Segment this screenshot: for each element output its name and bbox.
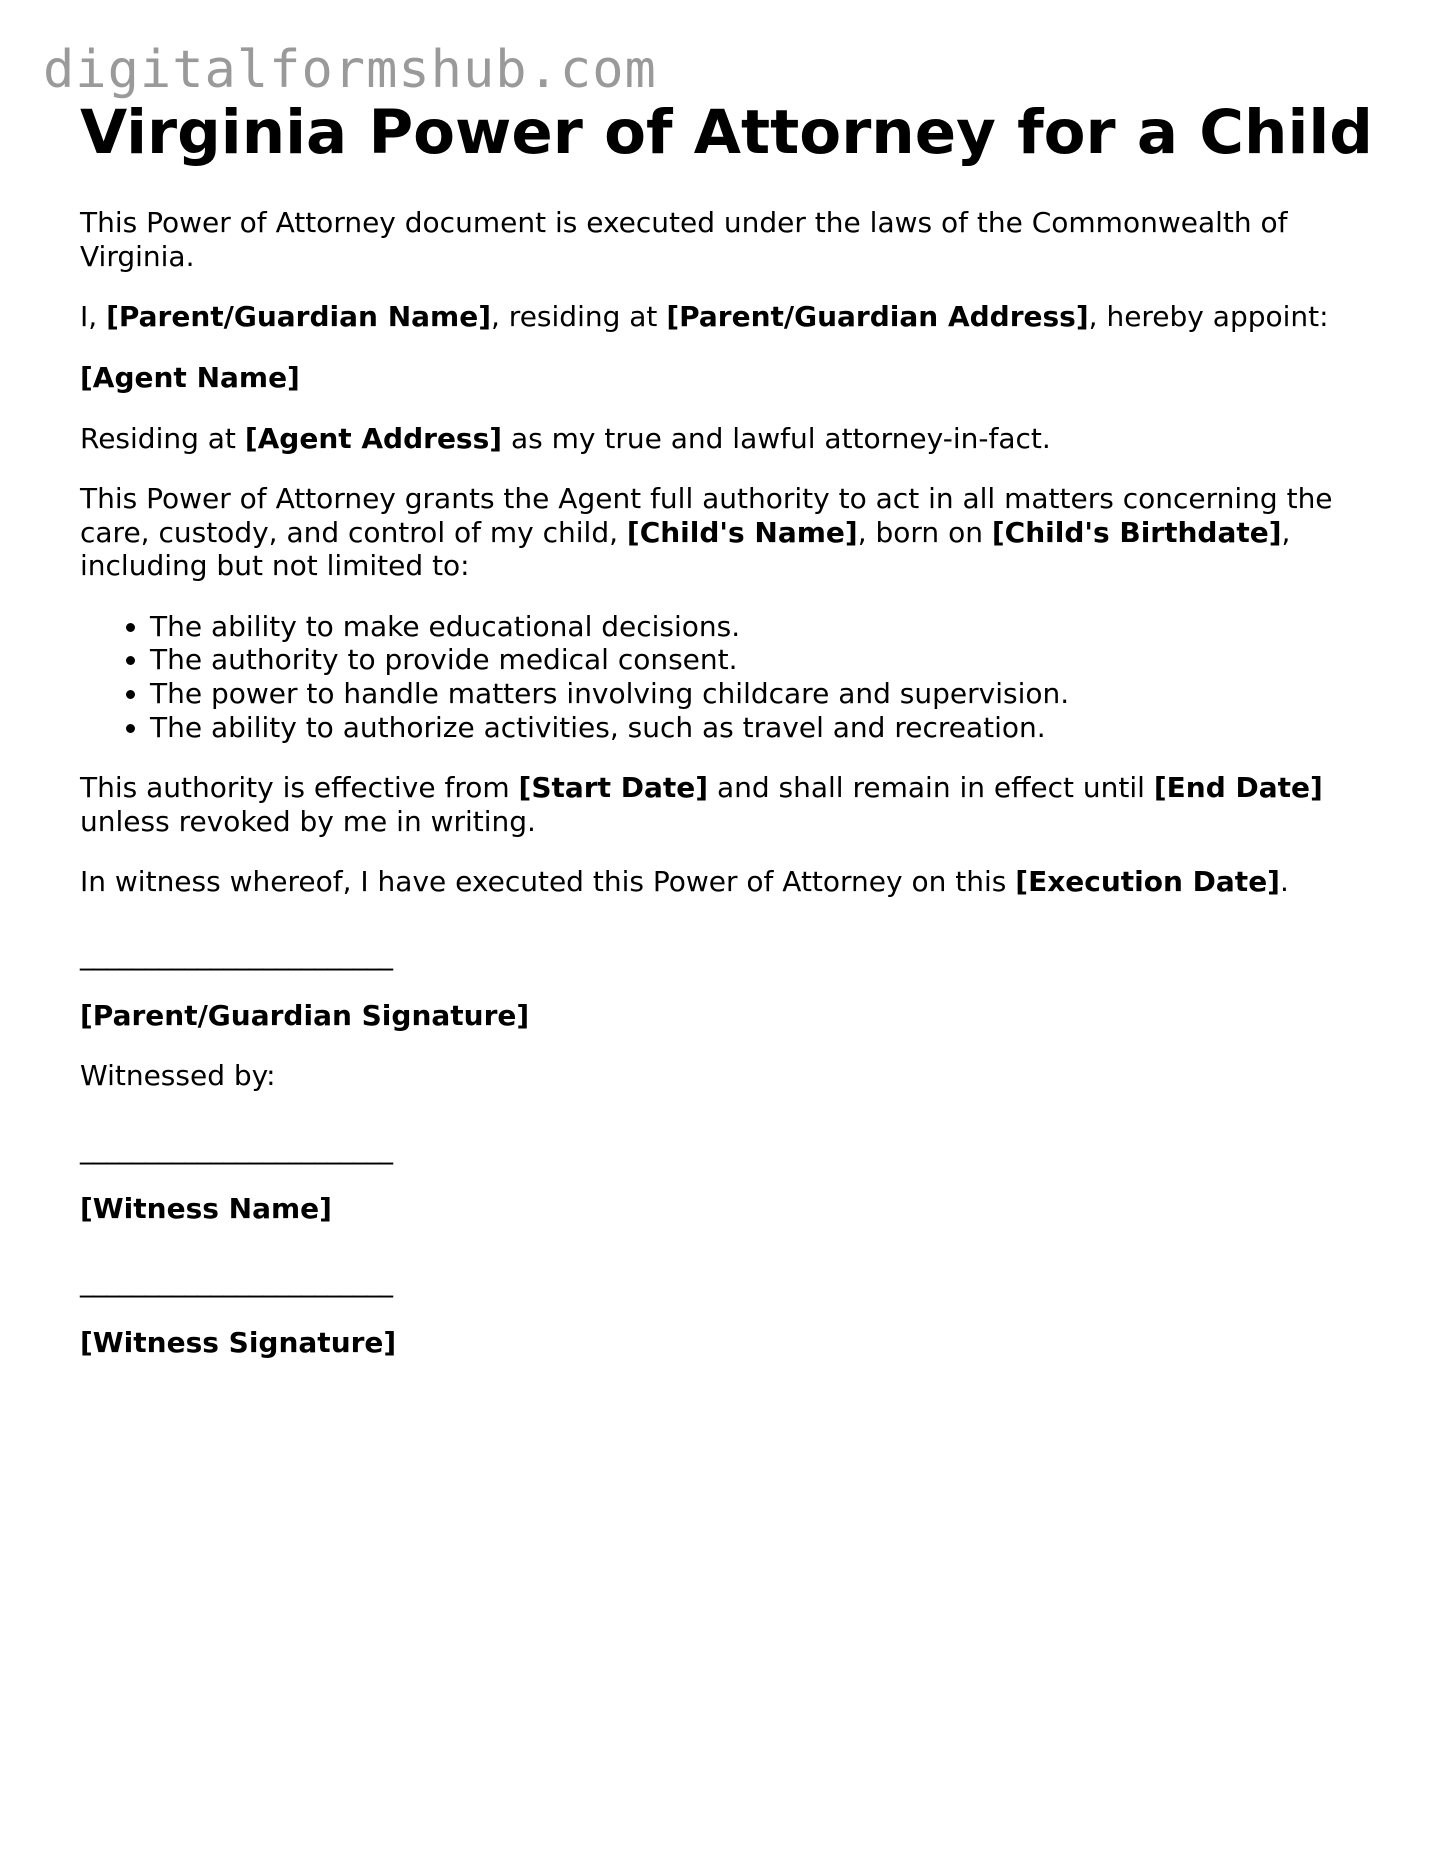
witness-signature-placeholder: [Witness Signature] [80,1325,397,1359]
witnessed-by-label: Witnessed by: [80,1059,276,1093]
witness-signature-line: ________________________ [80,1265,392,1299]
witness-clause-suffix: . [1279,865,1289,899]
parent-signature-placeholder: [Parent/Guardian Signature] [80,998,530,1032]
appointment-paragraph [80,300,1370,334]
watermark: digitalformshub.com [43,40,657,100]
document-title: Virginia Power of Attorney for a Child [80,97,1373,168]
parent-name-placeholder: [Parent/Guardian Name] [106,300,491,334]
start-date-placeholder: [Start Date] [518,771,709,805]
agent-name-paragraph [80,361,1370,395]
powers-list [80,610,1370,744]
list-item: • The ability to make educational decisions. [150,610,1370,644]
parent-signature-line: ________________________ [80,938,392,972]
agent-residence-prefix: Residing at [80,421,245,455]
effective-paragraph [80,771,1370,838]
effective-mid: and shall remain in effect until [708,771,1154,805]
agent-residence-suffix: as my true and lawful attorney-in-fact. [502,421,1051,455]
grant-suffix: , including but not limited to: [80,515,1291,583]
grant-paragraph [80,482,1370,583]
appoint-suffix: , hereby appoint: [1088,300,1329,334]
agent-address-placeholder: [Agent Address] [244,421,503,455]
witness-name-line: ________________________ [80,1131,392,1165]
witness-name-label [80,1192,1370,1226]
execution-date-placeholder: [Execution Date] [1015,865,1280,899]
list-item: • The ability to authorize activities, such as travel and recreation. [150,711,1370,745]
end-date-placeholder: [End Date] [1153,771,1323,805]
child-birthdate-placeholder: [Child's Birthdate] [991,515,1282,549]
appoint-prefix: I, [80,300,107,334]
grant-prefix: This Power of Attorney grants the Agent full authority to act in all matters concerning the care, custody, and control of my child, [80,482,1333,549]
list-item: • The power to handle matters involving childcare and supervision. [150,677,1370,711]
list-item: • The authority to provide medical consent. [150,643,1370,677]
intro-paragraph: This Power of Attorney document is executed under the laws of the Commonwealth of Virginia. [80,206,1288,273]
witness-clause-paragraph [80,865,1370,899]
effective-prefix: This authority is effective from [80,771,519,805]
effective-suffix: unless revoked by me in writing. [80,804,536,838]
parent-address-placeholder: [Parent/Guardian Address] [666,300,1089,334]
appoint-mid: , residing at [491,300,667,334]
agent-name-placeholder: [Agent Name] [80,360,300,394]
agent-residence-paragraph [80,422,1370,456]
child-name-placeholder: [Child's Name] [626,515,858,549]
witness-name-placeholder: [Witness Name] [80,1192,332,1226]
witness-clause-prefix: In witness whereof, I have executed this Power of Attorney on this [80,865,1016,899]
parent-signature-label [80,999,1370,1033]
document-body [80,97,1373,1386]
witness-signature-label [80,1326,1370,1360]
grant-mid: , born on [857,515,992,549]
